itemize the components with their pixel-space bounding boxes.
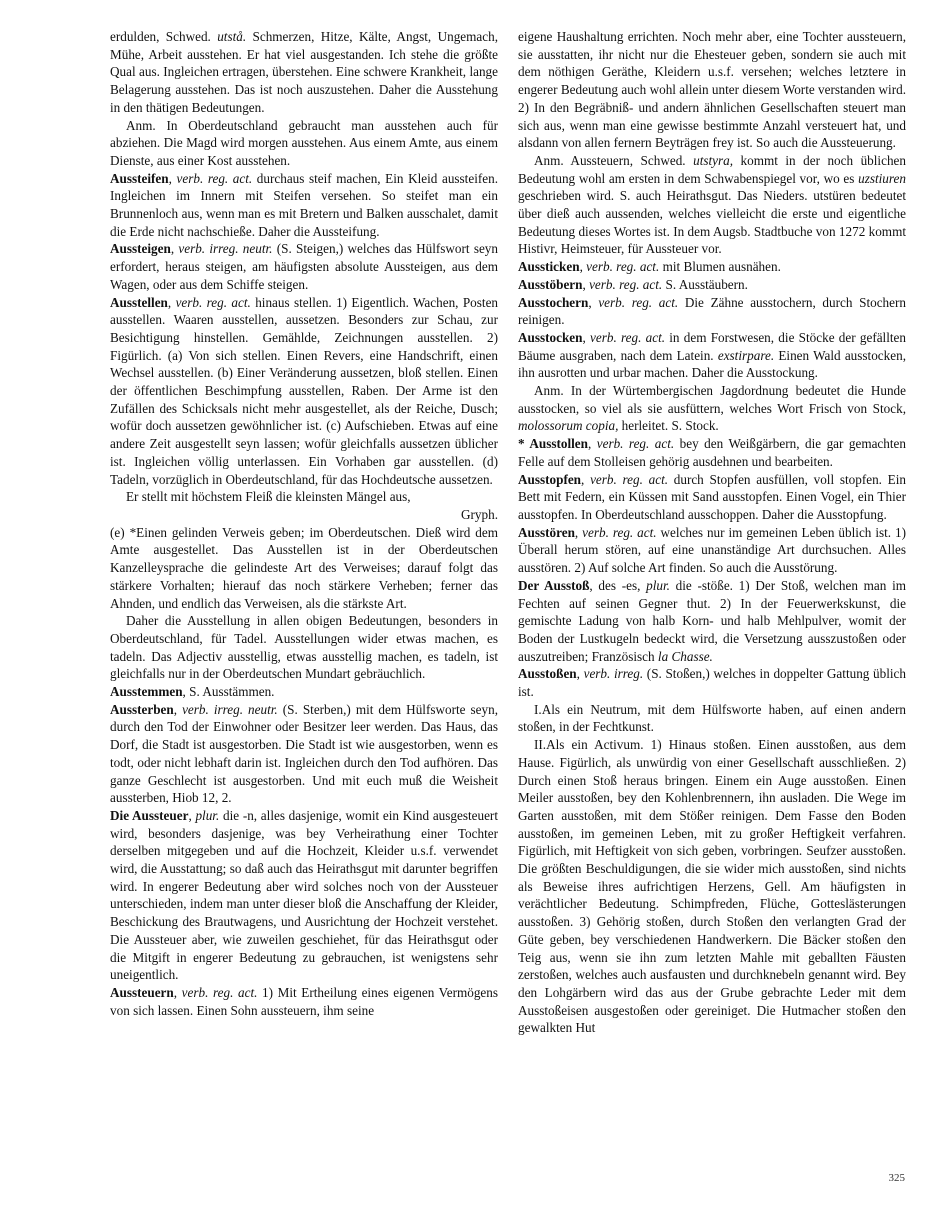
entry-ausstossen: Ausstoßen, verb. irreg. (S. Stoßen,) welches in doppelter Gattung üblich ist. bbox=[518, 666, 907, 700]
grammar-label: verb. reg. act. bbox=[598, 294, 679, 310]
headword: Ausstöbern bbox=[518, 276, 583, 292]
grammar-label: verb. reg. act. bbox=[582, 524, 657, 540]
entry-aussteigen: Aussteigen, verb. irreg. neutr. (S. Steigen,) welches das Hülfswort seyn erfordert, heraus steigen, am häufigsten absolute Aussteigen, aus dem Wagen, oder aus dem Schiffe steigen. bbox=[110, 241, 498, 292]
headword: Ausstollen bbox=[529, 436, 588, 452]
verse-quote: Er stellt mit höchstem Fleiß die kleinsten Mängel aus, bbox=[126, 489, 411, 505]
entry-ausstossen-activum: II.Als ein Activum. 1) Hinaus stoßen. Einen ausstoßen, aus dem Hause. Figürlich, als unwürdig von einer Gesellschaft ausschließen. 2) Durch einen Stoß heraus bringen. Einem ein Auge ausstoßen. Einen Meiler ausstoßen, bey den Kohlenbrennern, ihn ausladen. Die Wege im Garten ausstoßen, mit dem Stößer reinigen. Dem Fasse den Boden ausstoßen, im gemeinen Leben, mit zu großer Heftigkeit verfahren. Figürlich, mit Heftigkeit von sich geben, vorbringen. Seufzer ausstoßen. Die größten Beschuldigungen, die sie wider mich ausstoßen, sind nichts als Beweise ihres aufrichtigen Herzens, Gell. Am häufigsten in verächtlicher Bedeutung. Schimpfreden, Flüche, Gotteslästerungen ausstoßen. 3) Gehörig stoßen, durch Stoßen den verlangten Grad der Güte geben, bey verschiedenen Handwerkern. Die Bäcker stoßen den Teig aus, wenn sie ihn zum letzten Mahle mit geballten Fäusten zerstoßen, welches auch ausfausten und durchknebeln genannt wird. Bey den Lohgärbern wird das aus der Grube gebrachte Leder mit dem Ausstoßeisen ausgestoßen oder gereiniget. Die Hutmacher stoßen den gewalkten Hut bbox=[518, 737, 906, 1036]
entry-aussteuern-continuation: eigene Haushaltung errichten. Noch mehr aber, eine Tochter aussteuern, sie ausstatten, ihr nicht nur die Ehesteuer geben, sondern sie auch mit dem nöthigen Geräthe, Kleidern u.s.f. versehen; welches letztere in engerer Bedeutung auch wohl allein unter diesem Worte verstanden wird. 2) In den Begräbniß- und andern ähnlichen Gesellschaften steuert man sich aus, wenn man eine gewisse bestimmte Anzahl versteuert hat, und alsdann von allen fernern Beyträgen frey ist. So auch die Aussteuerung. bbox=[518, 29, 906, 151]
headword: Aussterben bbox=[110, 701, 174, 717]
left-column bbox=[110, 28, 498, 1019]
headword: Aussticken bbox=[518, 259, 580, 275]
headword: Aussteigen bbox=[110, 241, 171, 257]
grammar-label: verb. reg. act. bbox=[589, 276, 663, 292]
entry-ausstoss: Der Ausstoß, des -es, plur. die -stöße. 1) Der Stoß, welchen man im Fechten auf seinen Gegner thut. 2) In der Feuerwerkskunst, die gemischte Ladung von halb Korn- und halb Mehlpulver, womit der Boden der Lustkugeln bedeckt wird, die Versetzung ausszustoßen oder auszutreiben; Französisch la Chasse. bbox=[518, 577, 906, 664]
headword: Ausstopfen bbox=[518, 471, 582, 487]
note-ausstocken: Anm. In der Würtembergischen Jagdordnung bedeutet die Hunde ausstocken, so viel als sie ausfüttern, welches Wort Frisch von Stock, molossorum copia, herleitet. S. Stock. bbox=[518, 383, 906, 434]
entry-aussticken: Aussticken, verb. reg. act. mit Blumen ausnähen. bbox=[518, 259, 781, 275]
entry-ausstehen-continuation: erdulden, Schwed. utstå. Schmerzen, Hitze, Kälte, Angst, Ungemach, Mühe, Arbeit ausstehen. Er hat viel ausgestanden. Ich stehe die größte Qual aus. Ingleichen ertragen, überstehen. Eine schwere Krankheit, lange Belagerung ausstehen. Das ist noch auszustehen. Daher die Ausstehung in den thätigen Bedeutungen. bbox=[110, 29, 499, 115]
note-ausstehen: Anm. In Oberdeutschland gebraucht man ausstehen auch für abziehen. Die Magd wird morgen ausstehen. Aus einem Amte, aus einem Dienste, aus einer Kost ausstehen. bbox=[110, 117, 498, 168]
grammar-label: verb. reg. act. bbox=[590, 471, 669, 487]
grammar-label: verb. reg. act. bbox=[175, 294, 251, 310]
entry-aussteifen: Aussteifen, verb. reg. act. durchaus steif machen, Ein Kleid aussteifen. Ingleichen im Innern mit Steifen versehen. So steifet man ein Brunnenloch aus, wenn man es mit Bretern und Balken ausschalet, damit die Erde nicht nachschieße. Daher die Aussteifung. bbox=[110, 170, 498, 239]
entry-aussteuer: Die Aussteuer, plur. die -n, alles dasjenige, womit ein Kind ausgesteuert wird, besonders dasjenige, was bey Verheirathung einer Tochter derselben mitgegeben und auf die Hochzeit, Kleider u.s.f. verwendet wird, die Ausstattung; so daß auch das Heirathsgut mit darunter begriffen wird. In engerer Bedeutung aber wird solches noch von der Aussteuer unterschieden, indem man unter dieser bloß die Anschaffung der Kleider, Beschickung des Brautwagens, und Ausrichtung der Hochzeit verstehet. Die Aussteuer aber, wie zuweilen geschiehet, für das Heirathsgut oder die Mitgift in engerer Bedeutung zu gebrauchen, ist wenigstens sehr uneigentlich. bbox=[110, 807, 498, 983]
note-aussteuern: Anm. Aussteuern, Schwed. utstyra, kommt in der noch üblichen Bedeutung wohl am ersten in dem Schwabenspiegel vor, wo es uzstiuren geschrieben wird. S. auch Heirathsgut. Das Nieders. utstüren bedeutet über dieß auch aussenden, welches vielleicht die erste und eigentliche Bedeutung dieses Wortes ist. In dem Augsb. Stadtbuche von 1272 kommt Histivr, Heimsteuer, für Aussteuer vor. bbox=[518, 152, 906, 257]
grammar-label: verb. irreg. neutr. bbox=[178, 241, 273, 257]
entry-aussteuern: Aussteuern, verb. reg. act. 1) Mit Ertheilung eines eigenen Vermögens von sich lassen. Einen Sohn aussteuern, ihm seine bbox=[110, 984, 498, 1018]
headword: Der Ausstoß bbox=[518, 577, 590, 593]
grammar-label: verb. reg. act. bbox=[596, 436, 675, 452]
page-number: 325 bbox=[888, 1172, 905, 1184]
entry-ausstemmen: Ausstemmen, S. Ausstämmen. bbox=[110, 684, 275, 700]
entry-ausstellen-e: (e) *Einen gelinden Verweis geben; im Oberdeutschen. Dieß wird dem Amte ausgestellet. Das Ausstellen ist in der Oberdeutschen Kanzelleysprache die gelindeste Art des Verweises; darauf folgt das stärkere Vorhalten; hierauf das noch stärkere Verheben; ferner das Ahnden, und endlich das Verweisen, als die stärkste Art. bbox=[110, 524, 498, 611]
entry-ausstocken: Ausstocken, verb. reg. act. in dem Forstwesen, die Stöcke der gefällten Bäume ausgraben, nach dem Latein. exstirpare. Einen Wald ausstocken, ihn ausrotten und urbar machen. Daher die Ausstockung. bbox=[518, 329, 906, 381]
entry-aussterben: Aussterben, verb. irreg. neutr. (S. Sterben,) mit dem Hülfsworte seyn, durch den Tod der Einwohner oder Besitzer leer werden. Das Haus, das Dorf, die Stadt ist ausgestorben. Die Stadt ist wie ausgestorben, wenn es todt, oder nicht lebhaft darin ist. Ingleichen durch den Tod aufhören. Das ganze Geschlecht ist ausgestorben. Und mit euch muß die Weisheit aussterben, Hiob 12, 2. bbox=[110, 701, 498, 806]
headword: Die Aussteuer bbox=[110, 807, 189, 823]
grammar-label: plur. bbox=[195, 807, 220, 823]
headword: Aussteuern bbox=[110, 984, 174, 1000]
entry-ausstossen-neutrum: I.Als ein Neutrum, mit dem Hülfsworte haben, auf einen andern stoßen, in der Fechtkunst. bbox=[518, 701, 906, 735]
grammar-label: verb. reg. act. bbox=[181, 984, 258, 1000]
entry-ausstochern: Ausstochern, verb. reg. act. Die Zähne ausstochern, durch Stochern reinigen. bbox=[518, 294, 906, 328]
grammar-label: verb. reg. act. bbox=[176, 170, 253, 186]
verse-source: Gryph. bbox=[461, 506, 498, 522]
right-column bbox=[518, 28, 906, 1037]
grammar-label: verb. irreg. neutr. bbox=[182, 701, 278, 717]
grammar-label: verb. irreg. bbox=[583, 666, 644, 682]
grammar-label: verb. reg. act. bbox=[586, 259, 660, 275]
headword: Ausstemmen bbox=[110, 684, 183, 700]
headword: Ausstellen bbox=[110, 294, 168, 310]
grammar-label: verb. reg. act. bbox=[590, 329, 666, 345]
entry-ausstoebern: Ausstöbern, verb. reg. act. S. Ausstäubern. bbox=[518, 276, 748, 292]
entry-ausstollen: * Ausstollen, verb. reg. act. bey den Weißgärbern, die gar gemachten Felle auf dem Stolleisen gehörig ausdehnen und bearbeiten. bbox=[518, 436, 906, 469]
entry-ausstoeren: Ausstören, verb. reg. act. welches nur im gemeinen Leben üblich ist. 1) Überall herum stören, auf eine unanständige Art durchsuchen. Alles ausstören. 2) Auf solche Art finden. So auch die Ausstörung. bbox=[518, 524, 907, 576]
grammar-label: plur. bbox=[646, 577, 670, 593]
headword: Ausstochern bbox=[518, 294, 589, 310]
headword: Ausstören bbox=[518, 524, 575, 540]
entry-ausstellen: Ausstellen, verb. reg. act. hinaus stellen. 1) Eigentlich. Wachen, Posten ausstellen. Waaren ausstellen, aussetzen. Besonders zur Schau, zur Besichtigung hinstellen. Gemählde, Zeichnungen ausstellen. 2) Figürlich. (a) Von sich stellen. Einen Revers, eine Handschrift, einen Wechsel ausstellen. (b) Einer Veränderung aussetzen, bloß stellen. Einen der öffentlichen Beschimpfung ausstellen, Raben. Der Arme ist den Zufällen des Schicksals nicht mehr ausgestellet, als der Reiche, Dusch; wofür doch aussetzen gewöhnlicher ist. (c) Aufschieben. Etwas auf eine andere Zeit ausgestellt seyn lassen; wofür gleichfalls aussetzen üblicher ist. Ingleichen völlig unterlassen. Ein Vorhaben gar ausstellen. (d) Tadeln, vorzüglich in Oberdeutschland, für das Hochdeutsche aussetzen. bbox=[110, 294, 499, 487]
headword: Ausstoßen bbox=[518, 666, 577, 682]
headword: Ausstocken bbox=[518, 329, 583, 345]
entry-ausstellung: Daher die Ausstellung in allen obigen Bedeutungen, besonders in Oberdeutschland, für Tadel. Ausstellungen wider etwas machen, es tadeln. Das Adjectiv ausstellig, etwas ausstellig machen, es tadeln, ist gleichfalls nur in der Oberdeutschen Mundart gebräuchlich. bbox=[110, 613, 498, 682]
dictionary-page bbox=[110, 28, 910, 1188]
entry-ausstopfen: Ausstopfen, verb. reg. act. durch Stopfen ausfüllen, voll stopfen. Ein Bett mit Federn, ein Küssen mit Sand ausstopfen. Einen Vogel, ein Thier ausstopfen. In Oberdeutschland ausschoppen. Daher die Ausstopfung. bbox=[518, 471, 906, 522]
headword: Aussteifen bbox=[110, 170, 169, 186]
